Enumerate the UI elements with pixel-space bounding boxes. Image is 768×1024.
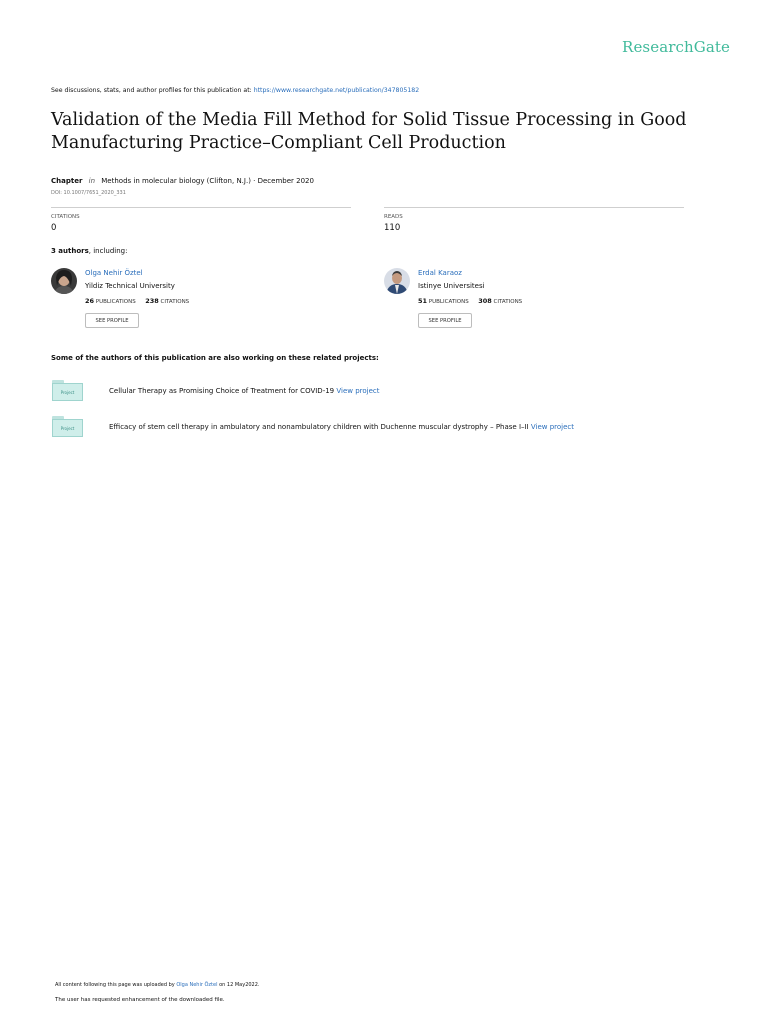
author-card (51, 268, 351, 332)
reads-value: 110 (384, 223, 401, 233)
publication-meta (51, 177, 314, 185)
profiles-line-text: See discussions, stats, and author profiles for this publication at: (51, 87, 252, 94)
project-icon-label: Project (52, 419, 83, 437)
author-stats (85, 297, 189, 305)
see-profile-button[interactable]: SEE PROFILE (418, 313, 472, 328)
publication-type: Chapter (51, 177, 83, 185)
uploader-link[interactable]: Olga Nehir Öztel (176, 982, 218, 988)
author-name-link[interactable]: Olga Nehir Öztel (85, 269, 143, 277)
citations-stat (51, 207, 351, 233)
enhancement-note: The user has requested enhancement of the downloaded file. (55, 997, 225, 1003)
publications-count: 51 (418, 297, 428, 305)
see-profile-button[interactable]: SEE PROFILE (85, 313, 139, 328)
citations-count-label: CITATIONS (160, 299, 190, 305)
project-folder-icon[interactable] (52, 380, 83, 401)
publications-label: PUBLICATIONS (95, 299, 136, 305)
author-name-link[interactable]: Erdal Karaoz (418, 269, 462, 277)
citations-count-label: CITATIONS (493, 299, 523, 305)
upload-note (55, 982, 260, 988)
reads-label: READS (384, 214, 403, 220)
project-title: Efficacy of stem cell therapy in ambulatory and nonambulatory children with Duchenne muscular dystrophy – Phase I–II (109, 423, 529, 431)
profiles-line (51, 87, 419, 94)
authors-heading (51, 247, 127, 255)
view-project-link[interactable]: View project (336, 387, 380, 395)
publications-count: 26 (85, 297, 95, 305)
in-label: in (88, 177, 96, 185)
view-project-link[interactable]: View project (530, 423, 575, 431)
author-institution: Yildiz Technical University (85, 282, 175, 290)
related-projects-heading: Some of the authors of this publication are also working on these related projects: (51, 354, 379, 362)
project-item (52, 380, 712, 402)
avatar[interactable] (384, 268, 410, 294)
authors-suffix: , including: (88, 247, 128, 255)
author-stats (418, 297, 522, 305)
authors-count: 3 authors (51, 247, 89, 255)
avatar[interactable] (51, 268, 77, 294)
reads-stat (384, 207, 684, 233)
citations-count: 238 (145, 297, 159, 305)
researchgate-logo[interactable]: ResearchGate (622, 38, 730, 56)
citations-value: 0 (51, 223, 57, 233)
citations-label: CITATIONS (51, 214, 80, 220)
citations-count: 308 (478, 297, 492, 305)
doi: DOI: 10.1007/7651_2020_331 (51, 190, 126, 196)
publication-url-link[interactable]: https://www.researchgate.net/publication/347805182 (253, 87, 420, 94)
project-title: Cellular Therapy as Promising Choice of Treatment for COVID-19 (109, 387, 335, 395)
project-item (52, 416, 712, 438)
upload-prefix: All content following this page was uploaded by (55, 982, 175, 988)
project-text (109, 387, 380, 395)
publication-source: Methods in molecular biology (Clifton, N.J.) · December 2020 (101, 177, 314, 185)
project-text (109, 423, 574, 431)
project-icon-label: Project (52, 383, 83, 401)
publications-label: PUBLICATIONS (428, 299, 469, 305)
author-institution: Istinye Universitesi (418, 282, 485, 290)
upload-suffix: on 12 May2022. (219, 982, 260, 988)
project-folder-icon[interactable] (52, 416, 83, 437)
author-card (384, 268, 684, 332)
publication-title: Validation of the Media Fill Method for Solid Tissue Processing in Good Manufacturing Practice–Compliant Cell Production (51, 110, 687, 153)
